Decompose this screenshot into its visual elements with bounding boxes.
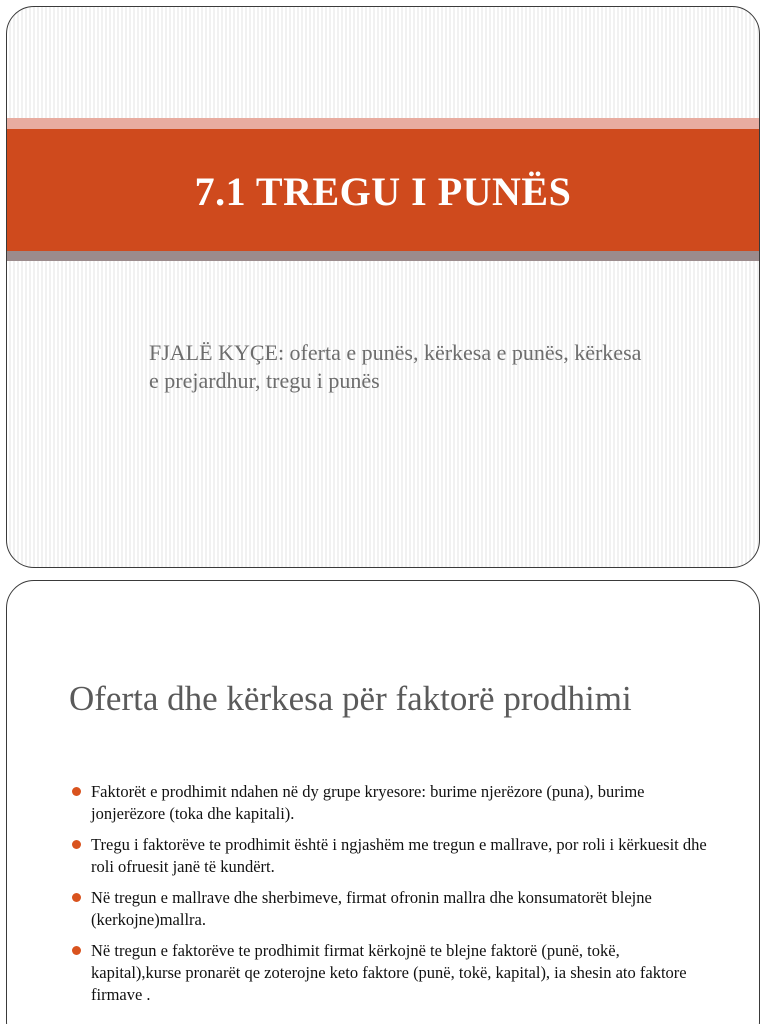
bullet-text: Në tregun e mallrave dhe sherbimeve, firmat ofronin mallra dhe konsumatorët blejne (kerkojne)mallra. [91,888,652,929]
bullet-text: Tregu i faktorëve te prodhimit është i ngjashëm me tregun e mallrave, por roli i kërkuesit dhe roli ofruesit janë të kundërt. [91,835,707,876]
circle-bullet-icon [72,840,81,849]
title-band-accent-top [7,118,759,129]
bullet-item [71,834,711,878]
title-band-accent-bottom [7,251,759,261]
title-band [7,129,759,251]
slide-title: 7.1 TREGU I PUNËS [194,168,572,214]
bullet-list [71,781,711,1015]
keywords-text: FJALË KYÇE: oferta e punës, kërkesa e punës, kërkesa e prejardhur, tregu i punës [149,340,642,393]
circle-bullet-icon [72,946,81,955]
title-slide [6,6,760,568]
circle-bullet-icon [72,893,81,902]
bullet-text: Faktorët e prodhimit ndahen në dy grupe kryesore: burime njerëzore (puna), burime jonjerëzore (toka dhe kapitali). [91,782,645,823]
bullet-item [71,887,711,931]
content-slide [6,580,760,1024]
bullet-item [71,781,711,825]
slide-heading: Oferta dhe kërkesa për faktorë prodhimi [69,679,632,718]
circle-bullet-icon [72,787,81,796]
bullet-text: Në tregun e faktorëve te prodhimit firmat kërkojnë te blejne faktorë (punë, tokë, kapital),kurse pronarët qe zoterojne keto faktore (punë, tokë, kapital), ia shesin ato faktore firmave . [91,941,687,1004]
bullet-item [71,940,711,1006]
